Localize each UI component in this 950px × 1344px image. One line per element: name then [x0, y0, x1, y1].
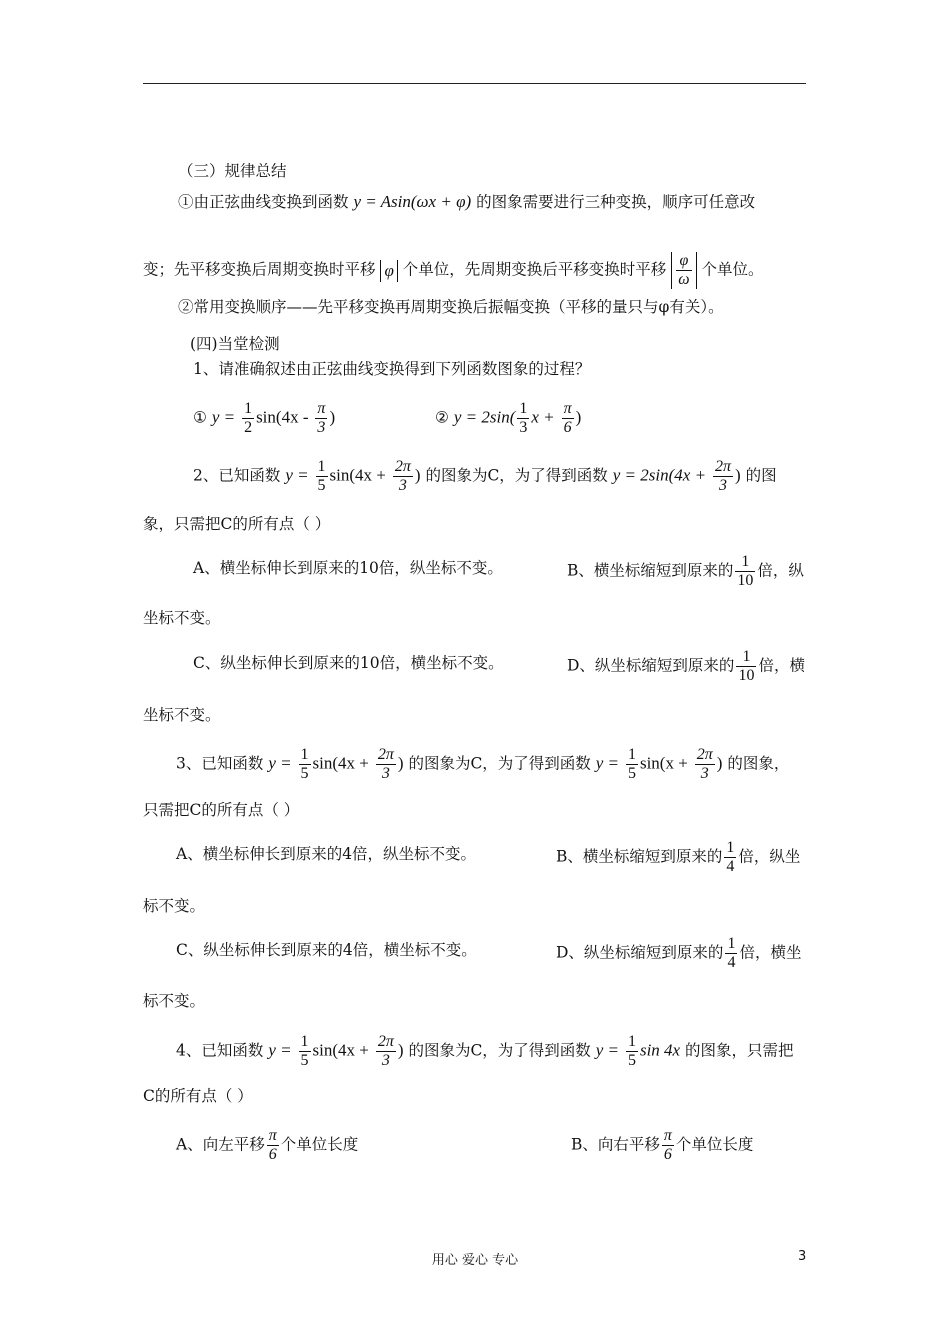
formula-general-sine: y = Asin(ωx + φ) [353, 192, 472, 211]
question-1-item-2: ② y = 2sin( $\frac{1}{3}$ x + $\frac{\pi}{6}$ ) [435, 400, 582, 436]
question-4-option-b: B、向右平移 $\frac{\pi}{6}$ 个单位长度 [571, 1127, 754, 1163]
question-1: 1、请准确叙述由正弦曲线变换得到下列函数图象的过程？ [193, 360, 591, 378]
question-4-option-a: A、向左平移 $\frac{\pi}{6}$ 个单位长度 [176, 1127, 359, 1163]
question-2-line-2: 象，只需把C的所有点（ ） [143, 515, 331, 533]
question-2: 2、已知函数 y = $\frac{1}{5}$ sin(4x + $\frac{2\pi}{3}$ ) 的图象为C，为了得到函数 y = 2sin(4x + $\frac{2\pi}{3}$ ) 的图 [193, 458, 777, 494]
question-1-item-1: ① y = $\frac{1}{2}$ sin(4x - $\frac{\pi}{3}$ ) [193, 400, 336, 436]
question-3-option-a: A、横坐标伸长到原来的4倍，纵坐标不变。 [176, 845, 477, 863]
question-3-option-b-cont: 标不变。 [143, 897, 206, 915]
question-2-option-d: D、纵坐标缩短到原来的 $\frac{1}{10}$ 倍，横 [567, 648, 805, 684]
question-3-line-2: 只需把C的所有点（ ） [143, 801, 300, 819]
header-rule [143, 83, 806, 84]
question-2-option-c: C、纵坐标伸长到原来的10倍，横坐标不变。 [193, 654, 504, 672]
question-3-option-c: C、纵坐标伸长到原来的4倍，横坐标不变。 [176, 941, 477, 959]
question-3: 3、已知函数 y = $\frac{1}{5}$ sin(4x + $\frac{2\pi}{3}$ ) 的图象为C，为了得到函数 y = $\frac{1}{5}$ sin(x + $\frac{2\pi}{3}$ ) 的图象， [176, 746, 790, 782]
summary-line-3: ②常用变换顺序——先平移变换再周期变换后振幅变换（平移的量只与φ有关）。 [178, 298, 724, 316]
question-2-option-d-cont: 坐标不变。 [143, 706, 221, 724]
question-3-option-d-cont: 标不变。 [143, 992, 206, 1010]
summary-line-2: 变；先平移变换后周期变换时平移 φ 个单位，先周期变换后平移变换时平移 $\frac{\varphi}{\omega}$ 个单位。 [143, 252, 764, 288]
section-heading-check: (四)当堂检测 [190, 335, 280, 353]
abs-phi: φ [380, 260, 397, 282]
question-4: 4、已知函数 y = $\frac{1}{5}$ sin(4x + $\frac{2\pi}{3}$ ) 的图象为C，为了得到函数 y = $\frac{1}{5}$ sin 4x 的图象，只需把 [176, 1033, 794, 1069]
question-2-option-b-cont: 坐标不变。 [143, 609, 221, 627]
question-2-option-b: B、横坐标缩短到原来的 $\frac{1}{10}$ 倍，纵 [567, 553, 804, 589]
question-3-option-d: D、纵坐标缩短到原来的 $\frac{1}{4}$ 倍，横坐 [556, 935, 802, 971]
abs-phi-over-omega: $\frac{\varphi}{\omega}$ [671, 252, 696, 289]
section-heading-summary: （三）规律总结 [178, 162, 287, 180]
footer-motto: 用心 爱心 专心 [431, 1253, 519, 1268]
question-2-option-a: A、横坐标伸长到原来的10倍，纵坐标不变。 [193, 559, 503, 577]
summary-line-1: ①由正弦曲线变换到函数 y = Asin(ωx + φ) 的图象需要进行三种变换，顺序可任意改 [178, 192, 756, 211]
page-number: 3 [798, 1249, 807, 1264]
question-4-line-2: C的所有点（ ） [143, 1087, 253, 1105]
question-3-option-b: B、横坐标缩短到原来的 $\frac{1}{4}$ 倍，纵坐 [556, 839, 801, 875]
